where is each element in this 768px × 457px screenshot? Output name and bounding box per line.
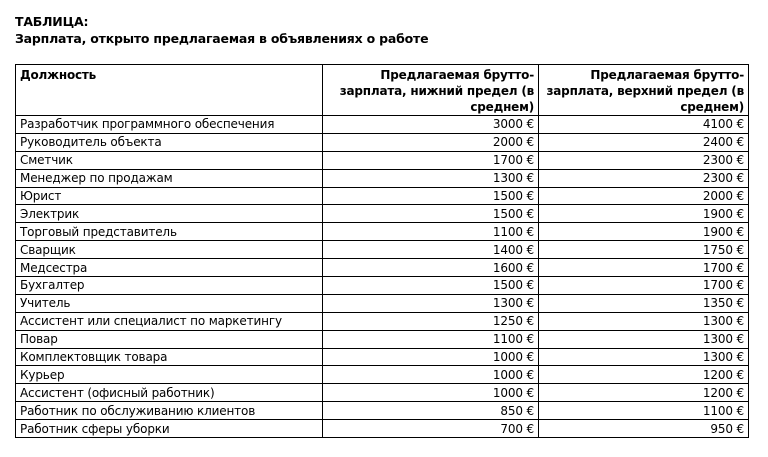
cell-lower: 1100 € [323,223,539,241]
cell-lower: 850 € [323,402,539,420]
header-upper-salary: Предлагаемая брутто-зарплата, верхний предел (в среднем) [539,65,749,116]
table-row [16,187,749,205]
cell-position: Разработчик программного обеспечения [16,116,323,134]
table-title: Зарплата, открыто предлагаемая в объявлениях о работе [15,31,429,46]
cell-position: Работник сферы уборки [16,420,323,438]
cell-upper: 2300 € [539,151,749,169]
table-row [16,133,749,151]
cell-position: Сварщик [16,241,323,259]
cell-upper: 2000 € [539,187,749,205]
cell-upper: 1200 € [539,366,749,384]
cell-upper: 2300 € [539,169,749,187]
cell-position: Сметчик [16,151,323,169]
cell-lower: 700 € [323,420,539,438]
table-row [16,420,749,438]
table-row [16,169,749,187]
header-lower-salary: Предлагаемая брутто-зарплата, нижний предел (в среднем) [323,65,539,116]
cell-upper: 1200 € [539,384,749,402]
table-row [16,116,749,134]
cell-position: Торговый представитель [16,223,323,241]
cell-upper: 1700 € [539,277,749,295]
cell-lower: 3000 € [323,116,539,134]
salary-table [15,64,749,438]
cell-lower: 1500 € [323,277,539,295]
cell-position: Ассистент или специалист по маркетингу [16,312,323,330]
table-row [16,384,749,402]
table-header-row [16,65,749,116]
cell-lower: 1400 € [323,241,539,259]
cell-upper: 1700 € [539,259,749,277]
cell-lower: 1250 € [323,312,539,330]
cell-upper: 1100 € [539,402,749,420]
table-row [16,366,749,384]
cell-position: Курьер [16,366,323,384]
header-position: Должность [16,65,323,116]
cell-lower: 1000 € [323,366,539,384]
cell-position: Менеджер по продажам [16,169,323,187]
cell-position: Электрик [16,205,323,223]
table-row [16,277,749,295]
cell-upper: 1900 € [539,205,749,223]
table-row [16,223,749,241]
table-label: ТАБЛИЦА: [15,14,89,29]
cell-position: Медсестра [16,259,323,277]
cell-position: Ассистент (офисный работник) [16,384,323,402]
table-row [16,205,749,223]
cell-upper: 1300 € [539,348,749,366]
cell-upper: 4100 € [539,116,749,134]
cell-position: Работник по обслуживанию клиентов [16,402,323,420]
cell-position: Повар [16,330,323,348]
cell-lower: 1700 € [323,151,539,169]
cell-lower: 1600 € [323,259,539,277]
cell-lower: 1000 € [323,348,539,366]
cell-lower: 2000 € [323,133,539,151]
cell-position: Учитель [16,294,323,312]
cell-lower: 1500 € [323,187,539,205]
table-row [16,312,749,330]
table-row [16,330,749,348]
cell-lower: 1500 € [323,205,539,223]
cell-upper: 1750 € [539,241,749,259]
cell-position: Юрист [16,187,323,205]
table-body [16,116,749,438]
cell-upper: 950 € [539,420,749,438]
table-row [16,402,749,420]
table-row [16,241,749,259]
cell-lower: 1000 € [323,384,539,402]
cell-upper: 1900 € [539,223,749,241]
cell-lower: 1100 € [323,330,539,348]
cell-lower: 1300 € [323,294,539,312]
table-row [16,151,749,169]
cell-upper: 1300 € [539,330,749,348]
cell-upper: 1350 € [539,294,749,312]
table-row [16,348,749,366]
cell-position: Бухгалтер [16,277,323,295]
table-heading [15,13,428,47]
cell-position: Комплектовщик товара [16,348,323,366]
cell-position: Руководитель объекта [16,133,323,151]
table-row [16,294,749,312]
cell-upper: 1300 € [539,312,749,330]
cell-upper: 2400 € [539,133,749,151]
cell-lower: 1300 € [323,169,539,187]
table-row [16,259,749,277]
